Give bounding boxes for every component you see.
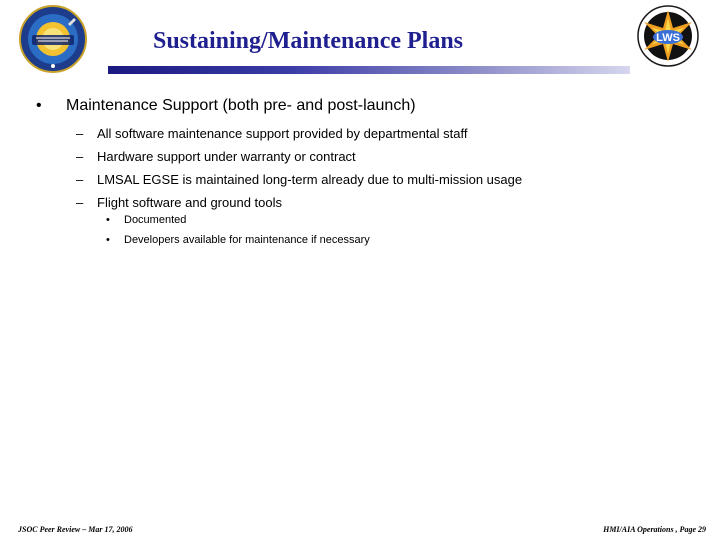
title-divider: [108, 66, 630, 74]
subsubitem-text: Documented: [124, 214, 187, 226]
sdo-mission-patch-icon: [18, 4, 88, 74]
bullet-marker: •: [36, 97, 42, 114]
dash-marker: –: [76, 149, 84, 164]
footer-left: JSOC Peer Review – Mar 17, 2006: [18, 525, 133, 534]
bullet-maintenance-support: [36, 97, 416, 115]
subitem-hardware-support: [76, 149, 356, 164]
subitem-flight-software: [76, 195, 282, 210]
subitem-text: LMSAL EGSE is maintained long-term already due to multi-mission usage: [97, 172, 523, 187]
subsubitem-text: Developers available for maintenance if necessary: [124, 234, 370, 246]
bullet-marker: •: [106, 214, 110, 226]
dash-marker: –: [76, 195, 84, 210]
dash-marker: –: [76, 172, 84, 187]
footer-page-number: HMI/AIA Operations , Page 29: [603, 525, 706, 534]
subsubitem-developers: [106, 234, 370, 246]
subitem-software-maintenance: [76, 126, 467, 141]
subitem-lmsal-egse: [76, 172, 522, 187]
bullet-text: Maintenance Support (both pre- and post-launch): [66, 97, 416, 114]
subitem-text: All software maintenance support provided by departmental staff: [97, 126, 468, 141]
subitem-text: Flight software and ground tools: [97, 195, 282, 210]
slide-title: Sustaining/Maintenance Plans: [152, 28, 464, 54]
bullet-marker: •: [106, 234, 110, 246]
subitem-text: Hardware support under warranty or contract: [97, 149, 356, 164]
dash-marker: –: [76, 126, 84, 141]
subsubitem-documented: [106, 214, 186, 226]
lws-starburst-logo-icon: [636, 4, 700, 68]
svg-text:LWS: LWS: [656, 32, 680, 44]
